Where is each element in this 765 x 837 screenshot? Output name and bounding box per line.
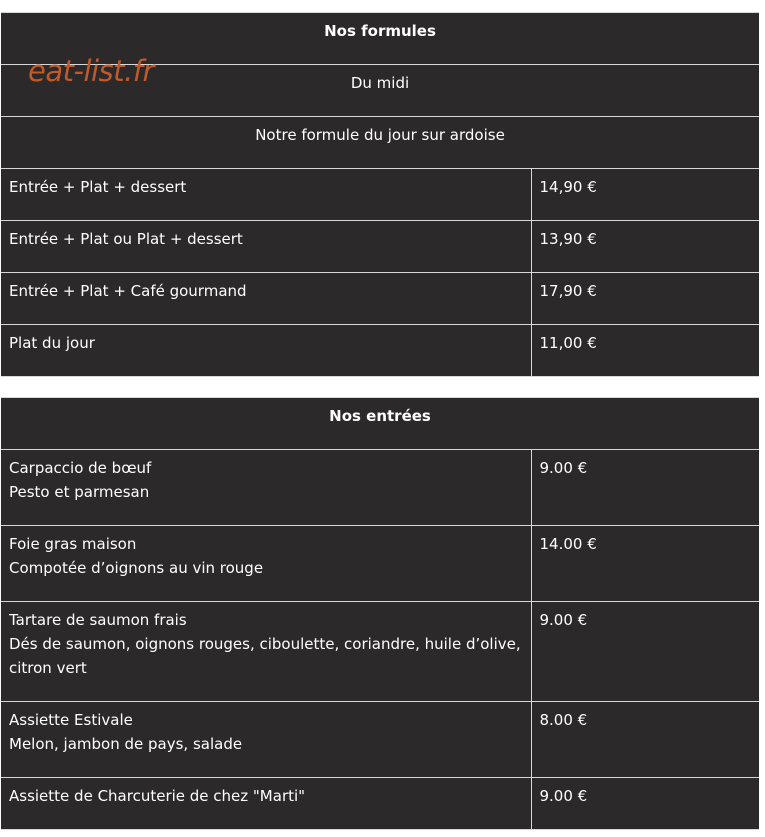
item-name: Assiette Estivale [9,711,133,729]
table-row [1,702,759,778]
item-name: Tartare de saumon frais [9,611,187,629]
watermark-logo: eat-list.fr [28,54,154,88]
item-description: Dés de saumon, oignons rouges, ciboulette, coriandre, huile d’olive, citron vert [9,635,521,677]
item-name: Foie gras maison [9,535,137,553]
table-row [1,602,759,702]
item-price: 9.00 € [539,611,588,629]
item-name: Entrée + Plat + Café gourmand [9,282,247,300]
formules-title: Nos formules [324,22,436,40]
formules-note: Notre formule du jour sur ardoise [255,126,505,144]
item-price: 9.00 € [539,787,588,805]
entrees-table [1,397,759,830]
item-price: 8.00 € [539,711,588,729]
item-name: Assiette de Charcuterie de chez "Marti" [9,787,306,805]
entrees-header [1,398,759,450]
item-name: Entrée + Plat + dessert [9,178,187,196]
item-price: 11,00 € [539,334,597,352]
table-row [1,778,759,830]
item-description: Compotée d’oignons au vin rouge [9,559,264,577]
item-price: 13,90 € [539,230,597,248]
item-name: Plat du jour [9,334,95,352]
table-row [1,526,759,602]
entrees-title: Nos entrées [329,407,431,425]
item-price: 14,90 € [539,178,597,196]
table-row [1,325,759,377]
item-description: Melon, jambon de pays, salade [9,735,243,753]
item-price: 14.00 € [539,535,597,553]
table-row [1,450,759,526]
table-row [1,169,759,221]
item-name: Carpaccio de bœuf [9,459,152,477]
item-name: Entrée + Plat ou Plat + dessert [9,230,243,248]
formules-subtitle: Du midi [350,74,410,92]
item-price: 17,90 € [539,282,597,300]
formules-note-row [1,117,759,169]
table-row [1,273,759,325]
table-row [1,221,759,273]
item-price: 9.00 € [539,459,588,477]
item-description: Pesto et parmesan [9,483,150,501]
